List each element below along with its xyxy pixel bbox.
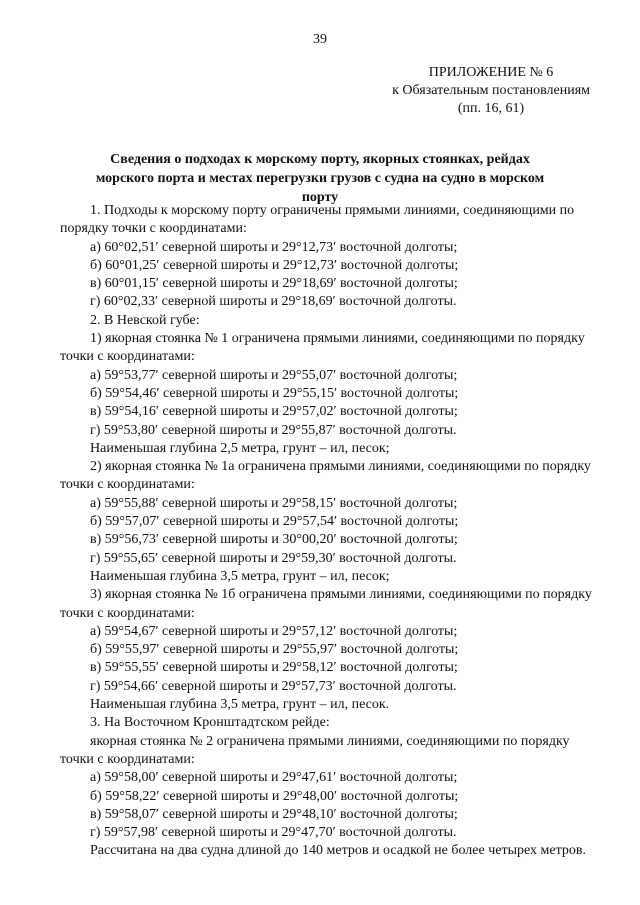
paragraph-first-line: 3) якорная стоянка № 1б ограничена прямыми линиями, соединяющими по порядку <box>90 587 592 603</box>
text-line: 3. На Восточном Кронштадтском рейде: <box>90 715 330 731</box>
text-line: в) 59°56,73′ северной широты и 30°00,20′ восточной долготы; <box>90 532 458 548</box>
text-line: а) 59°55,88′ северной широты и 29°58,15′ восточной долготы; <box>90 495 458 511</box>
paragraph-continuation-line: порядку точки с координатами: <box>60 221 247 237</box>
text-line: г) 59°53,80′ северной широты и 29°55,87′ восточной долготы. <box>90 422 457 438</box>
text-line: г) 59°55,65′ северной широты и 29°59,30′ восточной долготы. <box>90 550 457 566</box>
document-heading: Сведения о подходах к морскому порту, якорных стоянках, рейдах морского порта и местах перегрузки грузов с судна на судно в морском порту <box>95 152 545 205</box>
text-line: в) 60°01,15′ северной широты и 29°18,69′ восточной долготы; <box>90 276 458 292</box>
appendix-header <box>392 64 590 118</box>
text-line: г) 59°54,66′ северной широты и 29°57,73′ восточной долготы. <box>90 678 457 694</box>
text-line: б) 59°58,22′ северной широты и 29°48,00′ восточной долготы; <box>90 788 459 804</box>
text-line: а) 60°02,51′ северной широты и 29°12,73′ восточной долготы; <box>90 239 458 255</box>
text-line: Рассчитана на два судна длиной до 140 метров и осадкой не более четырех метров. <box>90 843 587 859</box>
text-line: а) 59°53,77′ северной широты и 29°55,07′ восточной долготы; <box>90 367 458 383</box>
paragraph-continuation-line: точки с координатами: <box>60 605 195 621</box>
text-line: Наименьшая глубина 3,5 метра, грунт – ил, песок; <box>90 568 390 584</box>
document-body <box>60 202 610 861</box>
paragraph-first-line: якорная стоянка № 2 ограничена прямыми линиями, соединяющими по порядку <box>90 733 570 749</box>
text-line: б) 60°01,25′ северной широты и 29°12,73′ восточной долготы; <box>90 257 459 273</box>
text-line: 2. В Невской губе: <box>90 312 200 328</box>
paragraph-continuation-line: точки с координатами: <box>60 751 195 767</box>
text-line: Наименьшая глубина 2,5 метра, грунт – ил, песок; <box>90 440 390 456</box>
paragraph-first-line: 1) якорная стоянка № 1 ограничена прямыми линиями, соединяющими по порядку <box>90 331 585 347</box>
text-line: г) 60°02,33′ северной широты и 29°18,69′ восточной долготы. <box>90 294 457 310</box>
text-line: Наименьшая глубина 3,5 метра, грунт – ил, песок. <box>90 697 390 713</box>
paragraph-first-line: 2) якорная стоянка № 1а ограничена прямыми линиями, соединяющими по порядку <box>90 459 591 475</box>
text-line: а) 59°54,67′ северной широты и 29°57,12′ восточной долготы; <box>90 623 458 639</box>
text-line: б) 59°55,97′ северной широты и 29°55,97′ восточной долготы; <box>90 642 459 658</box>
text-line: б) 59°57,07′ северной широты и 29°57,54′ восточной долготы; <box>90 514 459 530</box>
appendix-subtitle: к Обязательным постановлениям <box>392 83 590 98</box>
text-line: а) 59°58,00′ северной широты и 29°47,61′ восточной долготы; <box>90 770 458 786</box>
paragraph-continuation-line: точки с координатами: <box>60 477 195 493</box>
page-number: 39 <box>313 32 327 47</box>
text-line: г) 59°57,98′ северной широты и 29°47,70′ восточной долготы. <box>90 825 457 841</box>
text-line: в) 59°54,16′ северной широты и 29°57,02′ восточной долготы; <box>90 404 458 420</box>
appendix-title: ПРИЛОЖЕНИЕ № 6 <box>428 65 554 80</box>
text-line: в) 59°55,55′ северной широты и 29°58,12′ восточной долготы; <box>90 660 458 676</box>
paragraph-first-line: 1. Подходы к морскому порту ограничены прямыми линиями, соединяющими по <box>90 203 575 218</box>
appendix-reference: (пп. 16, 61) <box>457 101 525 116</box>
text-line: в) 59°58,07′ северной широты и 29°48,10′ восточной долготы; <box>90 806 458 822</box>
paragraph-continuation-line: точки с координатами: <box>60 349 195 365</box>
scan-artifact-icon <box>92 850 106 862</box>
text-line: б) 59°54,46′ северной широты и 29°55,15′ восточной долготы; <box>90 385 459 401</box>
